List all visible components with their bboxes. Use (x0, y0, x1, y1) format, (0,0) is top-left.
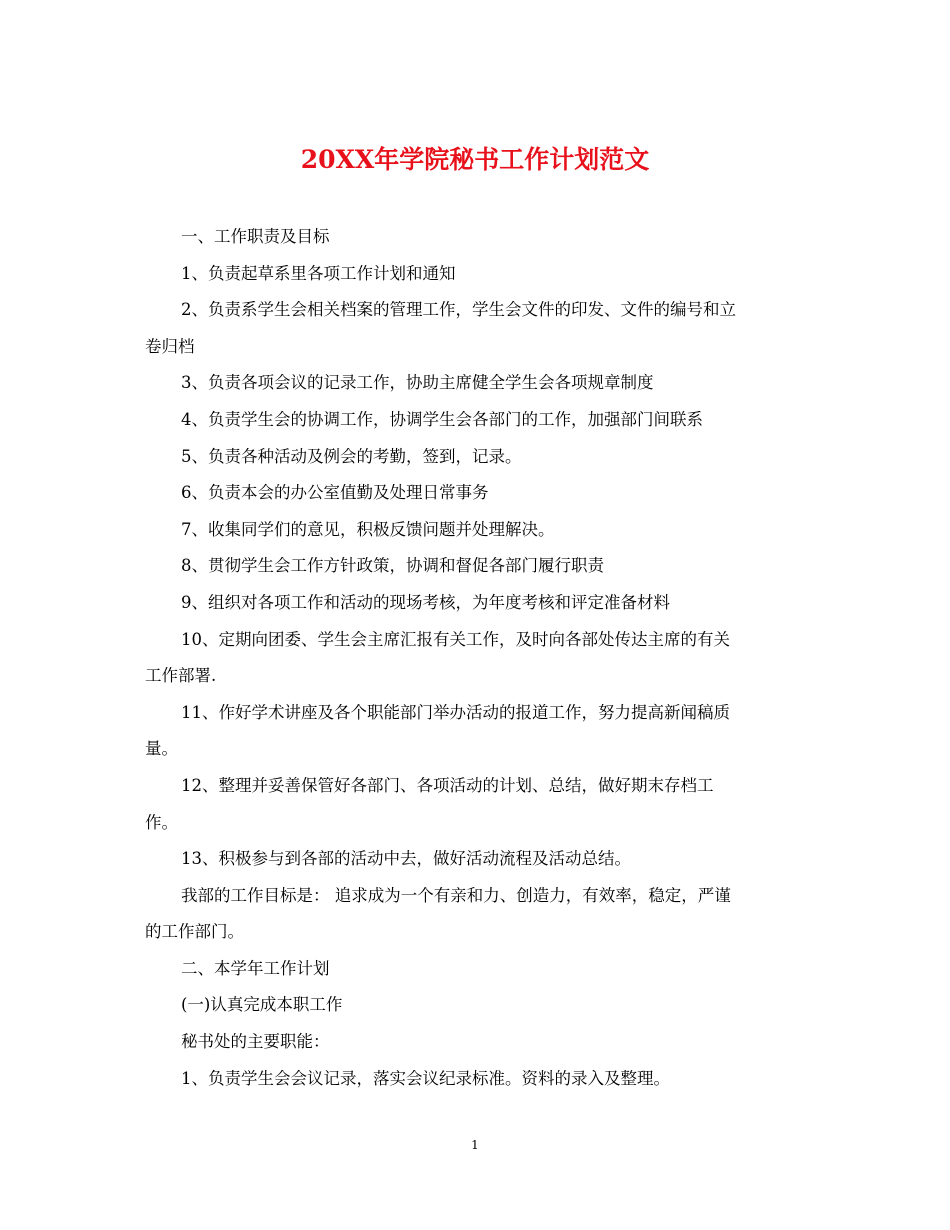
paragraph (145, 841, 815, 878)
paragraph-line: 我部的工作目标是： 追求成为一个有亲和力、创造力，有效率，稳定，严谨 (181, 885, 731, 905)
paragraph-line: 7、收集同学们的意见，积极反馈问题并处理解决。 (181, 519, 555, 539)
paragraph (145, 402, 815, 439)
paragraph (145, 512, 815, 549)
paragraph (145, 256, 815, 293)
paragraph-line: 4、负责学生会的协调工作，协调学生会各部门的工作，加强部门间联系 (181, 409, 703, 429)
paragraph-line: 1、负责学生会会议记录，落实会议纪录标准。资料的录入及整理。 (181, 1068, 670, 1088)
paragraph-line: 1、负责起草系里各项工作计划和通知 (181, 263, 456, 283)
paragraph (145, 585, 815, 622)
paragraph (145, 439, 815, 476)
paragraph-line: 3、负责各项会议的记录工作，协助主席健全学生会各项规章制度 (181, 373, 654, 393)
paragraph-line: 9、组织对各项工作和活动的现场考核，为年度考核和评定准备材料 (181, 592, 670, 612)
paragraph-line: 11、作好学术讲座及各个职能部门举办活动的报道工作，努力提高新闻稿质 (181, 702, 730, 722)
page-number: 1 (471, 1138, 479, 1152)
paragraph (145, 475, 815, 512)
paragraph (145, 878, 815, 951)
paragraph-line: 秘书处的主要职能： (181, 1032, 330, 1052)
paragraph-line: 量。 (145, 739, 178, 759)
paragraph (145, 987, 815, 1024)
paragraph (145, 695, 815, 768)
paragraph-line: 二、本学年工作计划 (181, 958, 330, 978)
paragraph (145, 548, 815, 585)
paragraph (145, 951, 815, 988)
paragraph-line: 2、负责系学生会相关档案的管理工作，学生会文件的印发、文件的编号和立 (181, 300, 736, 320)
paragraph (145, 1061, 815, 1098)
paragraph-line: 卷归档 (145, 336, 195, 356)
document-title: 20XX年学院秘书工作计划范文 (300, 145, 650, 174)
paragraph (145, 622, 815, 695)
paragraph (145, 292, 815, 365)
paragraph-line: 8、贯彻学生会工作方针政策，协调和督促各部门履行职责 (181, 556, 604, 576)
document-body (145, 219, 815, 1097)
paragraph-line: 作。 (145, 812, 178, 832)
paragraph (145, 1024, 815, 1061)
paragraph-line: 工作部署. (145, 666, 217, 686)
paragraph-line: 的工作部门。 (145, 922, 244, 942)
paragraph (145, 768, 815, 841)
paragraph (145, 219, 815, 256)
paragraph-line: 12、整理并妥善保管好各部门、各项活动的计划、总结，做好期末存档工 (181, 775, 714, 795)
paragraph-line: (一)认真完成本职工作 (181, 995, 343, 1015)
paragraph-line: 6、负责本会的办公室值勤及处理日常事务 (181, 483, 489, 503)
paragraph-line: 5、负责各种活动及例会的考勤，签到，记录。 (181, 446, 522, 466)
paragraph (145, 365, 815, 402)
paragraph-line: 10、定期向团委、学生会主席汇报有关工作，及时向各部处传达主席的有关 (181, 629, 730, 649)
paragraph-line: 13、积极参与到各部的活动中去，做好活动流程及活动总结。 (181, 849, 631, 869)
paragraph-line: 一、工作职责及目标 (181, 227, 330, 246)
